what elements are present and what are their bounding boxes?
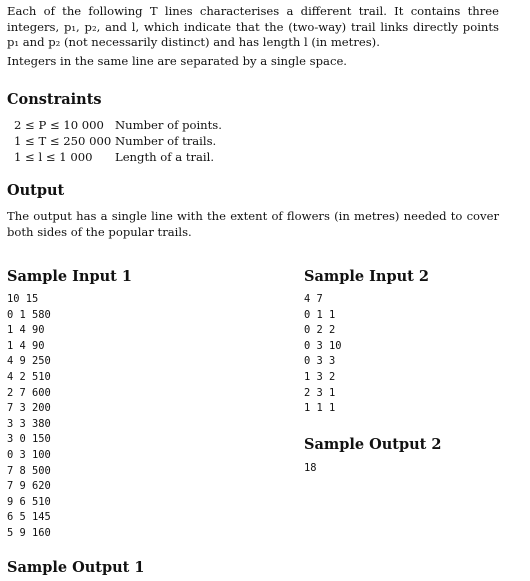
sample-line: 3 3 380 [7,417,51,430]
problem-statement [7,4,499,69]
constraint-row [7,117,222,133]
sample-line: 10 15 [7,293,39,305]
constraint-math: 1 ≤ l ≤ 1 000 [14,150,93,164]
trail-description: Each of the following T lines characterises a different trail. It contains three integers, p₁, p₂, and l, which indicate that the (two-way) trail links directly points p₁ and p₂ (not necessarily distinct) and has length l (in metres). [7,4,499,50]
sample-line: 0 2 2 [304,324,336,337]
output-description: The output has a single line with the extent of flowers (in metres) needed to cover both sides of the popular trails. [7,209,499,239]
sample-line: 2 7 600 [7,386,51,399]
output-section [7,209,499,240]
constraint-math: 1 ≤ T ≤ 250 000 [14,134,112,148]
sample-line: 18 [304,462,317,474]
constraints-table [7,117,222,165]
constraint-row [7,133,222,149]
sample-line: 3 0 150 [7,433,51,446]
sample-output-2-heading: Sample Output 2 [304,436,442,453]
sample-line: 9 6 510 [7,495,51,508]
sample-line: 1 1 1 [304,402,336,415]
sample-line: 0 3 10 [304,339,342,352]
output-heading: Output [7,182,65,199]
sample-line: 0 3 100 [7,448,51,461]
sample-line: 0 3 3 [304,355,336,368]
constraint-desc: Number of trails. [115,134,217,148]
sample-line: 0 1 580 [7,308,51,321]
sample-line: 4 9 250 [7,355,51,368]
constraint-desc: Number of points. [115,118,222,132]
sample-line: 6 5 145 [7,511,51,524]
sample-output-2-block [304,461,317,477]
sample-line: 1 4 90 [7,339,45,352]
constraint-row [7,149,222,165]
constraint-math: 2 ≤ P ≤ 10 000 [14,118,104,132]
sample-input-1-block [7,292,51,542]
sample-input-2-block [304,292,342,417]
sample-line: 0 1 1 [304,308,336,321]
sample-line: 7 9 620 [7,480,51,493]
sample-output-1-heading: Sample Output 1 [7,559,145,576]
sample-line: 4 7 [304,293,323,305]
separator-note: Integers in the same line are separated by a single space. [7,53,347,68]
sample-line: 5 9 160 [7,526,51,539]
sample-line: 7 3 200 [7,402,51,415]
constraint-desc: Length of a trail. [115,150,215,164]
constraints-heading: Constraints [7,91,102,108]
sample-input-1-heading: Sample Input 1 [7,268,132,285]
sample-input-2-heading: Sample Input 2 [304,268,429,285]
sample-line: 7 8 500 [7,464,51,477]
sample-line: 4 2 510 [7,370,51,383]
sample-line: 1 3 2 [304,370,336,383]
sample-line: 2 3 1 [304,386,336,399]
sample-line: 1 4 90 [7,324,45,337]
